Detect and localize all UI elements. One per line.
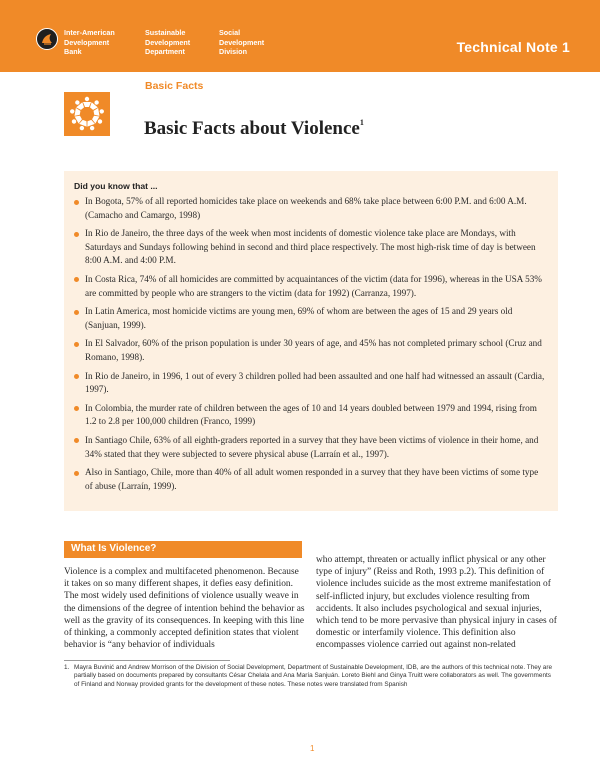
series-title: Technical Note 1 [456,39,570,55]
footnote-number: 1. [64,664,70,671]
section-heading: What Is Violence? [71,543,157,554]
fact-text: In Rio de Janeiro, the three days of the week when most incidents of domestic violence take place are Mondays, with Saturdays and Sundays following behind in second and third place respectively. The most high-risk time of day is between 8:00 A.M. and 4:00 P.M. [85,228,536,266]
section-label: Basic Facts [145,80,204,92]
facts-list [74,195,546,498]
orange-dot-bullet [74,277,79,282]
did-you-know-box [64,171,558,511]
org-line: Development [64,37,110,47]
fact-text: In Bogota, 57% of all reported homicides take place on weekends and 68% take place between 6:00 P.M. and 6:00 A.M. (Camacho and Camargo, 1998) [85,196,527,220]
division-line: Division [219,47,247,56]
page-number: 1 [310,744,315,753]
orange-dot-bullet [74,406,79,411]
org-line: Inter-American [64,28,115,37]
department-name [145,28,190,57]
division-name [219,28,264,57]
list-item [74,402,546,429]
title-text: Basic Facts about Violence [144,118,360,139]
department-line: Department [145,47,185,56]
list-item [74,337,546,364]
list-item [74,434,546,461]
fact-text: In Costa Rica, 74% of all homicides are committed by acquaintances of the victim (data for 1996), whereas in the USA 53% are committed by people who are strangers to the victim (data for 1992) (Carranza, 1997). [85,273,542,298]
orange-dot-bullet [74,471,79,476]
orange-dot-bullet [74,342,79,347]
fact-text: In Colombia, the murder rate of children between the ages of 10 and 14 years doubled between 1979 and 1994, rising from 1.2 to 2.8 per 100,000 children (Franco, 1999) [85,402,537,427]
what-is-violence-heading-bar [64,541,302,558]
list-item [74,466,546,493]
footnote-text: Mayra Buvinić and Andrew Morrison of the Division of Social Development, Department of Sustainable Development, IDB, are the authors of this technical note. They are partially based on documents prepared by consultants César Chelala and Ana María Sanjuán. Loreto Biehl and Ginya Truitt were collaborators as well. The governments of Finland and Norway provided grants for the development of these notes. These notes were translated from Spanish [74,664,553,688]
fact-text: In Santiago Chile, 63% of all eighth-graders reported in a survey that they have been victims of violence in their home, and 34% stated that they were subjected to severe physical abuse (Larraín et al., 1997). [85,434,539,459]
body-column-right: who attempt, threaten or actually inflict physical or any other type of injury” (Reiss and Roth, 1993 p.2). This definition of violence includes suicide as the most extreme manifestation of self-inflicted injury, but excludes violence resulting from accidents. It also includes psychological and sexual injuries, which tend to be more pervasive than physical injury in cases of domestic or interfamily violence. This definition also encompasses violence carried out against non-related [316,555,557,651]
department-line: Development [145,37,191,47]
list-item [74,195,546,222]
orange-dot-bullet [74,200,79,205]
list-item [74,273,546,300]
division-line: Social [219,28,241,37]
org-name [64,28,115,57]
footnote-divider [64,660,230,661]
list-item [74,227,546,268]
orange-dot-bullet [74,310,79,315]
header-banner [0,0,600,72]
fact-text: In El Salvador, 60% of the prison population is under 30 years of age, and 45% has not completed primary school (Cruz and Romano, 1998). [85,338,542,362]
list-item [74,370,546,397]
body-column-left: Violence is a complex and multifaceted phenomenon. Because it takes on so many different shapes, it defies easy definition. The most widely used definitions of violence usually weave in the dimensions of the degree of intention behind the behavior as well as the gravity of its consequences. In keeping with this line of thinking, a commonly accepted definition states that violent behavior is “any behavior of individuals [64,567,305,651]
fact-text: In Latin America, most homicide victims are young men, 69% of whom are between the ages of 15 and 29 years old (Sanjuan, 1999). [85,306,513,330]
footnote [64,664,558,689]
org-line: Bank [64,47,82,56]
title-footnote-mark: 1 [359,118,364,127]
orange-dot-bullet [74,438,79,443]
page-title [144,118,364,140]
fact-text: Also in Santiago, Chile, more than 40% of all adult women responded in a survey that they have been victims of some type of abuse (Larraín, 1999). [85,467,539,491]
people-circle-icon [64,92,110,136]
department-line: Sustainable [145,28,186,37]
orange-dot-bullet [74,232,79,237]
list-item [74,305,546,332]
fact-text: In Rio de Janeiro, in 1996, 1 out of every 3 children polled had been assaulted and one half had witnessed an assault (Cardia, 1997). [85,370,545,395]
division-line: Development [219,37,265,47]
did-you-know-heading: Did you know that ... [74,181,158,191]
idb-logo-icon [36,28,58,50]
orange-dot-bullet [74,374,79,379]
